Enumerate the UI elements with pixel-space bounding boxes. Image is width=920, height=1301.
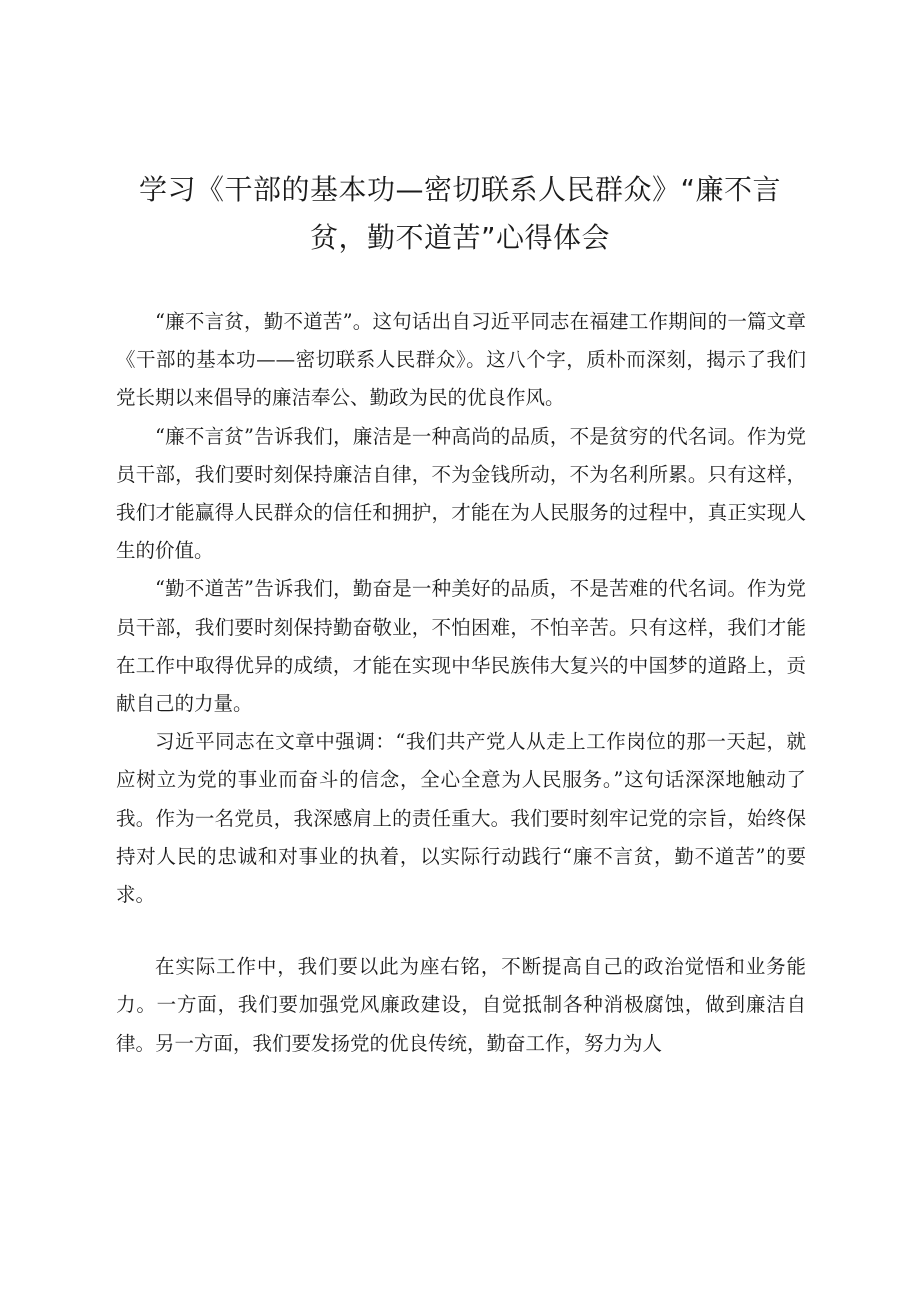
body-paragraph: 习近平同志在文章中强调：“我们共产党人从走上工作岗位的那一天起，就应树立为党的事业而奋斗的信念，全心全意为人民服务。”这句话深深地触动了我。作为一名党员，我深感肩上的责任重大。我们要时刻牢记党的宗旨，始终保持对人民的忠诚和对事业的执着，以实际行动践行“廉不言贫，勤不道苦”的要求。 [116, 730, 806, 907]
body-paragraph: “勤不道苦”告诉我们，勤奋是一种美好的品质，不是苦难的代名词。作为党员干部，我们要时刻保持勤奋敬业，不怕困难，不怕辛苦。只有这样，我们才能在工作中取得优异的成绩，才能在实现中华民族伟大复兴的中国梦的道路上，贡献自己的力量。 [116, 577, 806, 716]
body-paragraph: “廉不言贫，勤不道苦”。这句话出自习近平同志在福建工作期间的一篇文章《干部的基本功——密切联系人民群众》。这八个字，质朴而深刻，揭示了我们党长期以来倡导的廉洁奉公、勤政为民的优良作风。 [116, 310, 806, 410]
title-line-2: 贫，勤不道苦”心得体会 [309, 221, 610, 254]
body-paragraph: “廉不言贫”告诉我们，廉洁是一种高尚的品质，不是贫穷的代名词。作为党员干部，我们要时刻保持廉洁自律，不为金钱所动，不为名利所累。只有这样，我们才能赢得人民群众的信任和拥护，才能在为人民服务的过程中，真正实现人生的价值。 [116, 424, 806, 563]
title-line-1: 学习《干部的基本功—密切联系人民群众》“廉不言 [138, 173, 781, 206]
document-body [116, 303, 806, 1063]
document-title [110, 166, 810, 262]
body-paragraph: 在实际工作中，我们要以此为座右铭，不断提高自己的政治觉悟和业务能力。一方面，我们要加强党风廉政建设，自觉抵制各种消极腐蚀，做到廉洁自律。另一方面，我们要发扬党的优良传统，勤奋工作，努力为人 [116, 955, 806, 1055]
